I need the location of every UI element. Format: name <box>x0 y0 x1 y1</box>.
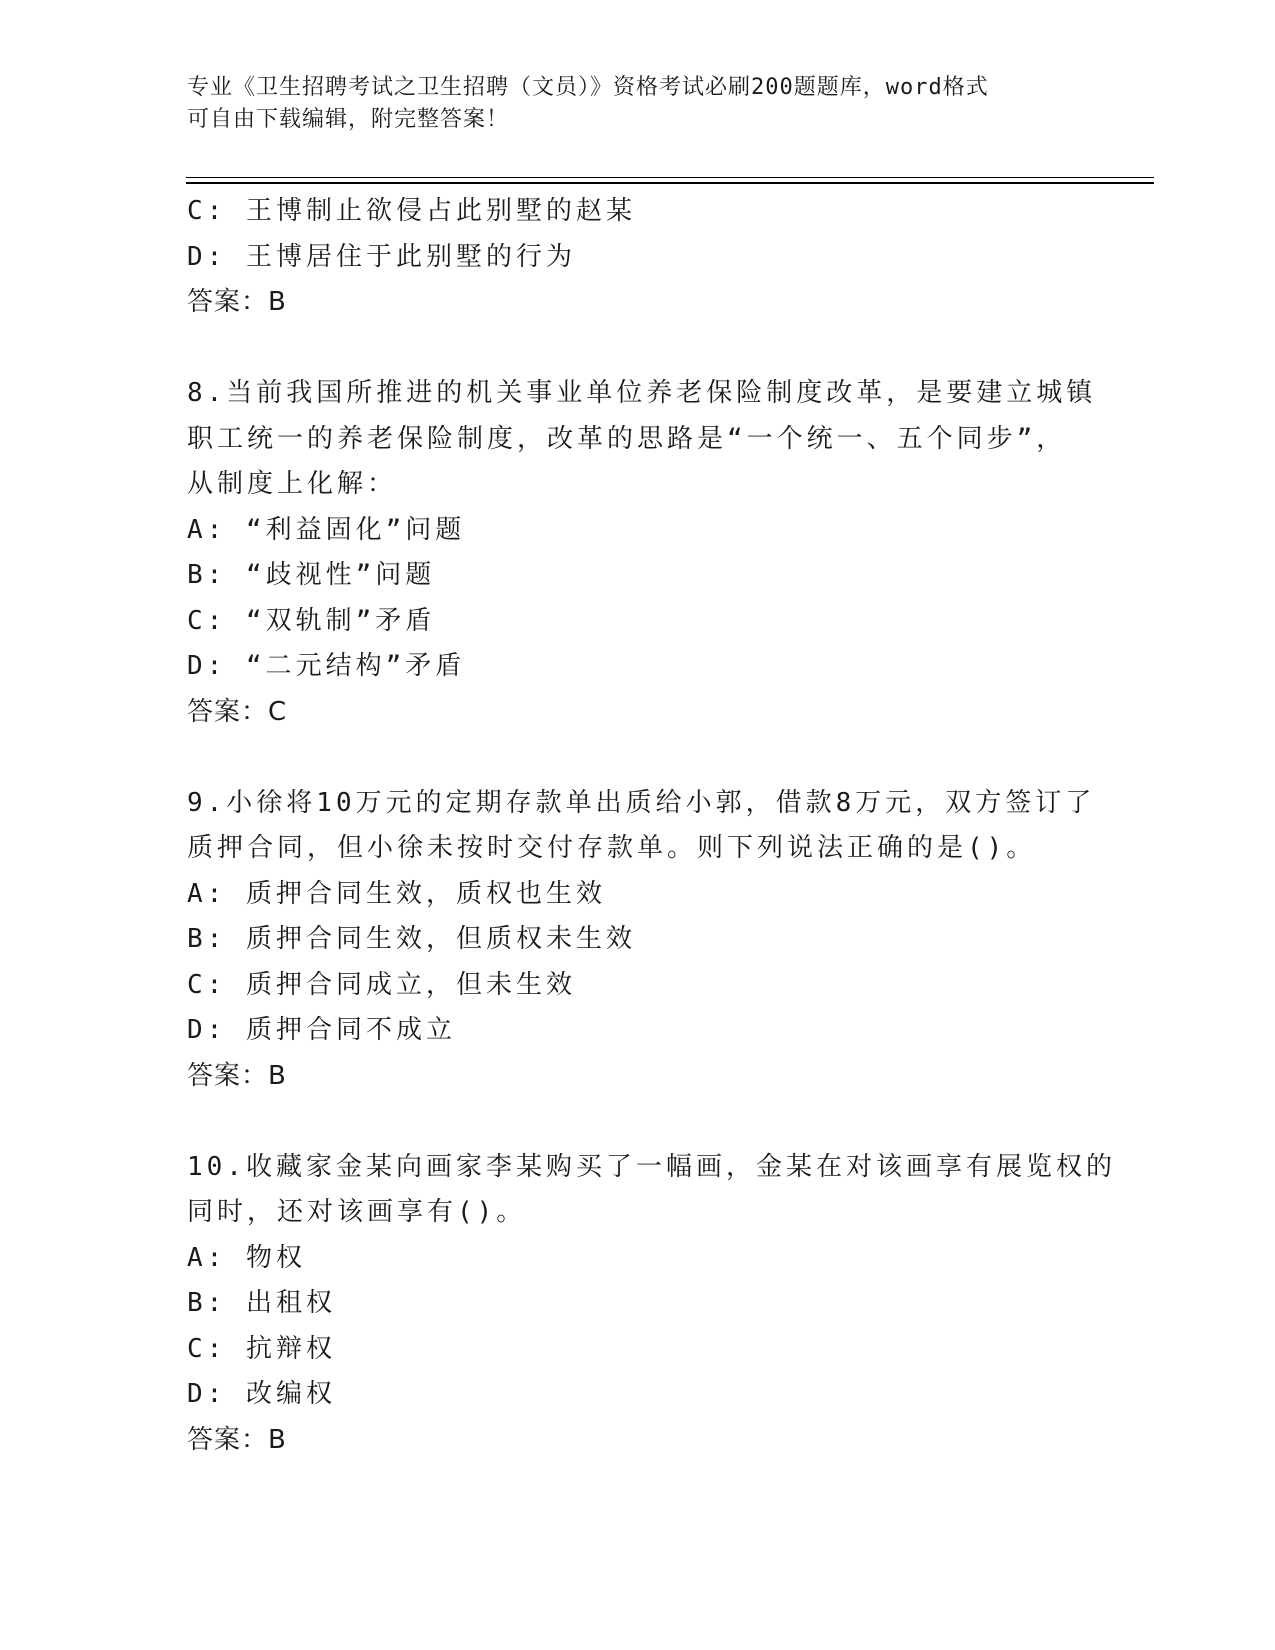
header-divider-thin <box>186 177 1154 178</box>
question-9 <box>187 781 1096 1100</box>
answer-line: 答案：B <box>187 1060 287 1091</box>
question-text-line: 同时，还对该画享有()。 <box>187 1197 527 1227</box>
question-text-line: 10.收藏家金某向画家李某购买了一幅画，金某在对该画享有展览权的 <box>187 1151 1116 1182</box>
option-d: D: “二元结构”矛盾 <box>187 651 466 681</box>
document-header <box>187 72 1087 136</box>
answer-line: 答案：B <box>187 287 287 317</box>
option-c: C: 质押合同成立，但未生效 <box>187 969 576 1000</box>
option-b: B: “歧视性”问题 <box>187 560 436 590</box>
spacer <box>187 1099 1087 1145</box>
question-text-line: 从制度上化解： <box>187 469 398 499</box>
option-d: D: 改编权 <box>187 1379 336 1409</box>
spacer <box>187 735 1087 781</box>
option-c: C: 王博制止欲侵占此别墅的赵某 <box>187 196 636 226</box>
option-c: C: “双轨制”矛盾 <box>187 605 436 636</box>
option-d: D: 王博居住于此别墅的行为 <box>187 241 576 272</box>
option-c: C: 抗辩权 <box>187 1333 336 1364</box>
answer-line: 答案：B <box>187 1424 287 1455</box>
option-b: B: 质押合同生效，但质权未生效 <box>187 924 636 954</box>
option-b: B: 出租权 <box>187 1288 336 1318</box>
header-line-1: 专业《卫生招聘考试之卫生招聘（文员）》资格考试必刷200题题库，word格式 <box>187 75 989 100</box>
question-text-line: 8.当前我国所推进的机关事业单位养老保险制度改革，是要建立城镇 <box>187 378 1097 408</box>
option-a: A: 质押合同生效，质权也生效 <box>187 878 606 909</box>
spacer <box>187 326 1087 372</box>
option-d: D: 质押合同不成立 <box>187 1015 456 1045</box>
question-8 <box>187 371 1097 735</box>
header-line-2: 可自由下载编辑，附完整答案！ <box>187 107 510 132</box>
answer-line: 答案：C <box>187 696 288 727</box>
question-text-line: 职工统一的养老保险制度，改革的思路是“一个统一、五个同步”， <box>187 423 1067 454</box>
question-text-line: 9.小徐将10万元的定期存款单出质给小郭，借款8万元，双方签订了 <box>187 787 1096 818</box>
question-text-line: 质押合同，但小徐未按时交付存款单。则下列说法正确的是()。 <box>187 833 1037 863</box>
question-content <box>187 189 1116 1463</box>
header-divider-thick <box>186 182 1154 184</box>
question-10 <box>187 1145 1116 1464</box>
option-a: A: 物权 <box>187 1242 306 1273</box>
prev-question-tail <box>187 189 1087 326</box>
option-a: A: “利益固化”问题 <box>187 514 466 545</box>
